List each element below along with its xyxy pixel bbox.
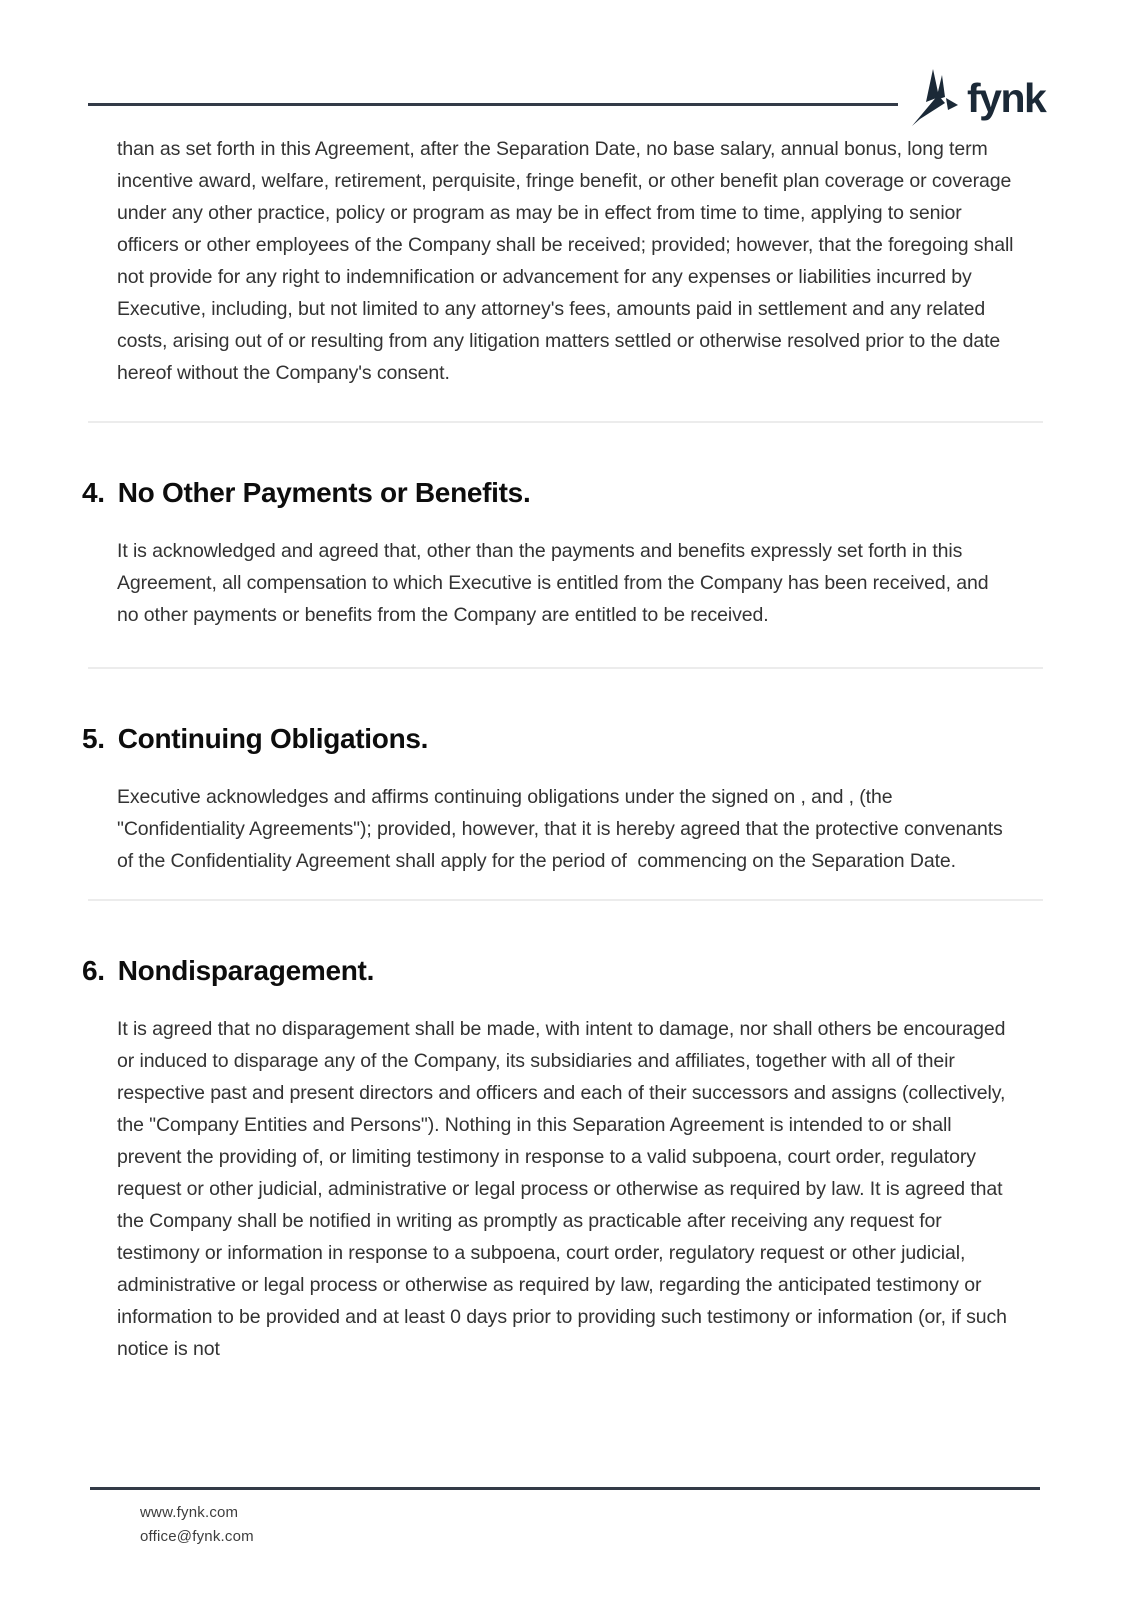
document-body xyxy=(82,133,1043,1365)
section-no-other-payments xyxy=(82,421,1043,631)
header-rule xyxy=(88,103,898,106)
footer xyxy=(140,1501,254,1548)
origami-bird-icon xyxy=(906,68,958,128)
section-paragraph: It is agreed that no disparagement shall be made, with intent to damage, nor shall others be encouraged or induced to disparage any of the Company, its subsidiaries and affiliates, together with all of their respective past and present directors and officers and each of their successors and assigns (collectively, the "Company Entities and Persons"). Nothing in this Separation Agreement is intended to or shall prevent the providing of, or limiting testimony in response to a valid subpoena, court order, regulatory request or other judicial, administrative or legal process or otherwise as required by law. It is agreed that the Company shall be notified in writing as promptly as practicable after receiving any request for testimony or information in response to a subpoena, court order, regulatory request or other judicial, administrative or legal process or otherwise as required by law, regarding the anticipated testimony or information to be provided and at least 0 days prior to providing such testimony or information (or, if such notice is not xyxy=(117,1018,1013,1360)
fynk-logo xyxy=(906,68,1045,128)
section-nondisparagement xyxy=(82,899,1043,1365)
section-divider xyxy=(88,421,1043,423)
section-number: 5. xyxy=(82,723,105,754)
intro-paragraph: than as set forth in this Agreement, after the Separation Date, no base salary, annual bonus, long term incentive award, welfare, retirement, perquisite, fringe benefit, or other benefit plan coverage or coverage under any other practice, policy or program as may be in effect from time to time, applying to senior officers or other employees of the Company shall be received; provided; however, that the foregoing shall not provide for any right to indemnification or advancement for any expenses or liabilities incurred by Executive, including, but not limited to any attorney's fees, amounts paid in settlement and any related costs, arising out of or resulting from any litigation matters settled or otherwise resolved prior to the date hereof without the Company's consent. xyxy=(117,138,1019,384)
footer-email: office@fynk.com xyxy=(140,1527,254,1545)
section-number: 4. xyxy=(82,477,105,508)
section-heading xyxy=(82,719,1043,759)
section-title: Nondisparagement. xyxy=(117,955,375,986)
section-title: No Other Payments or Benefits. xyxy=(117,477,531,508)
section-divider xyxy=(88,899,1043,901)
section-continuing-obligations xyxy=(82,667,1043,877)
section-title: Continuing Obligations. xyxy=(117,723,429,754)
section-divider xyxy=(88,667,1043,669)
section-heading xyxy=(82,951,1043,991)
footer-website: www.fynk.com xyxy=(140,1504,239,1521)
section-heading xyxy=(82,473,1043,513)
footer-rule xyxy=(90,1487,1040,1490)
logo-wordmark: fynk xyxy=(967,75,1046,121)
section-number: 6. xyxy=(82,955,105,986)
section-paragraph: It is acknowledged and agreed that, other than the payments and benefits expressly set forth in this Agreement, all compensation to which Executive is entitled from the Company has been received, and no other payments or benefits from the Company are entitled to be received. xyxy=(117,540,994,626)
section-paragraph: Executive acknowledges and affirms continuing obligations under the signed on , and , (the "Confidentiality Agreements"); provided, however, that it is hereby agreed that the protective convenants of the Confidentiality Agreement shall apply for the period of commencing on the Separation Date. xyxy=(117,786,1009,872)
